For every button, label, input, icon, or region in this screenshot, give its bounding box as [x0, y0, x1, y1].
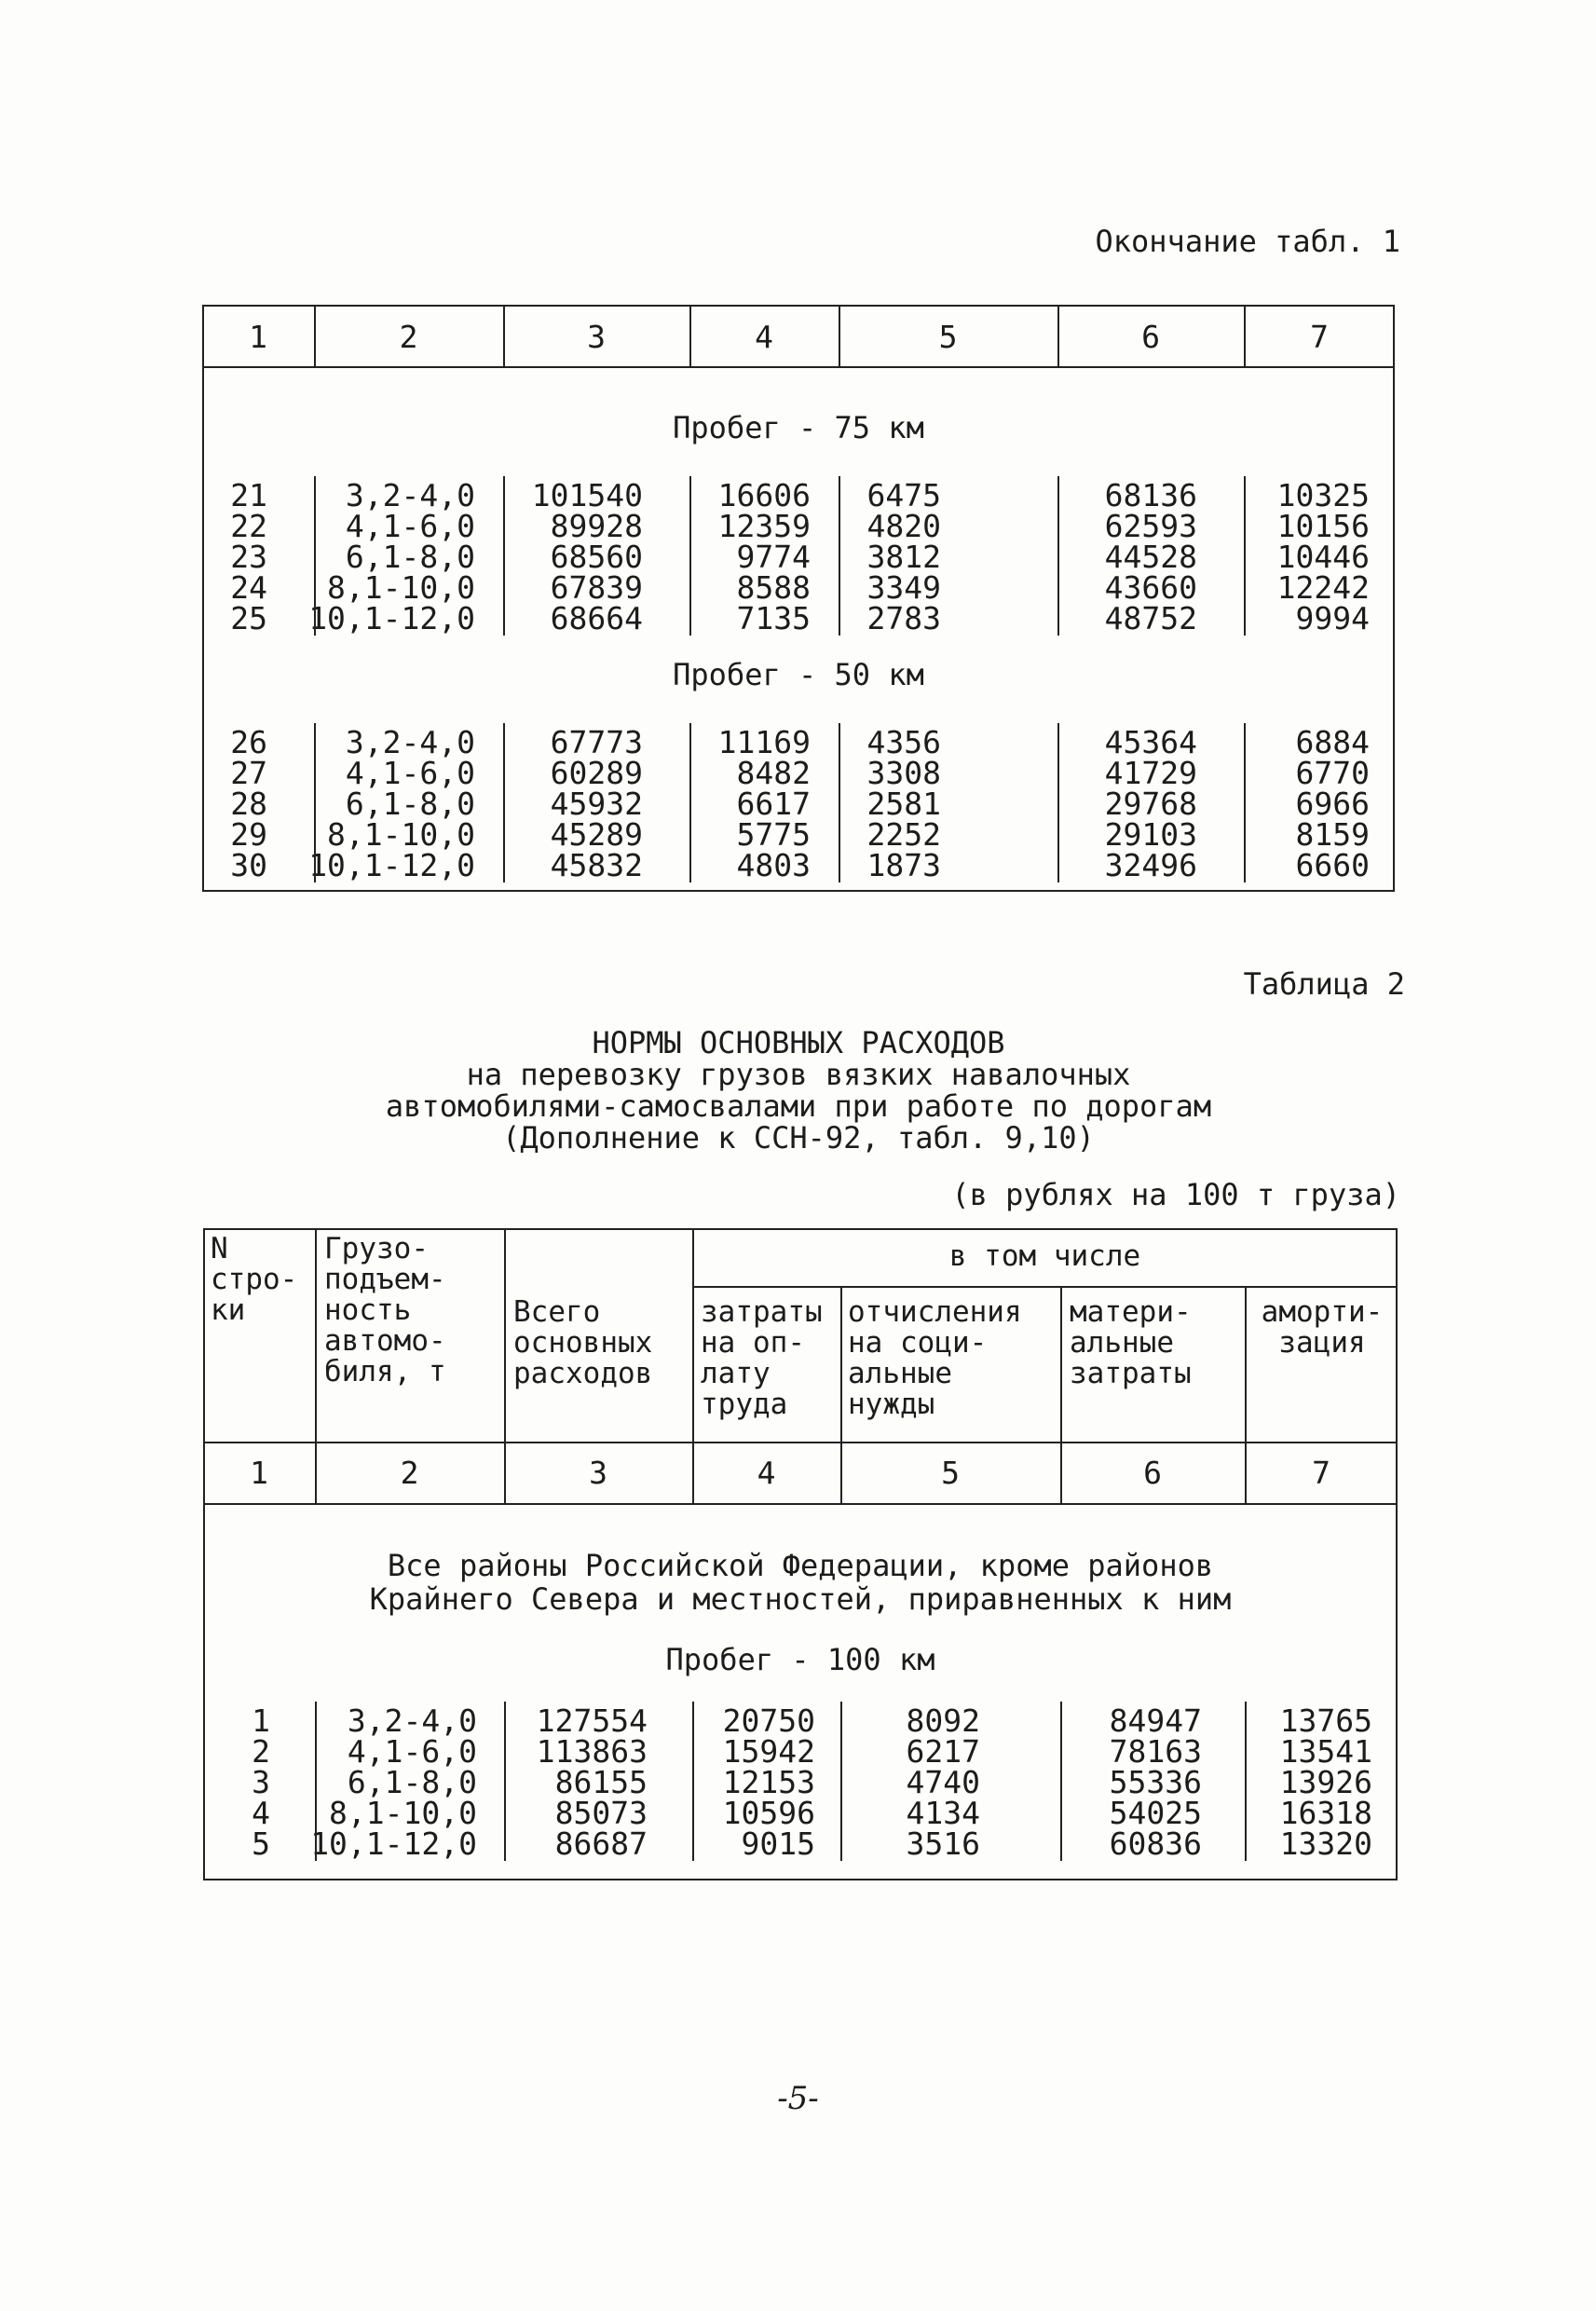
table-cell: 12242	[1276, 569, 1370, 606]
table-cell: 68136	[1104, 477, 1197, 513]
column-divider	[839, 476, 840, 636]
column-divider	[503, 723, 505, 882]
column-divider	[314, 723, 316, 882]
table-cell: 78163	[1109, 1733, 1202, 1770]
column-divider	[503, 476, 505, 636]
table-cell: 54025	[1109, 1795, 1202, 1831]
column-divider	[689, 723, 691, 882]
table-cell: 4740	[906, 1764, 980, 1800]
table-cell: 6,1-8,0	[347, 1764, 477, 1800]
column-number: 1	[250, 1455, 268, 1491]
table-cell: 85073	[554, 1795, 648, 1831]
table-cell: 16318	[1279, 1795, 1372, 1831]
table-cell: 113863	[536, 1733, 648, 1770]
table-cell: 10325	[1276, 477, 1370, 513]
table-cell: 4820	[866, 508, 941, 544]
table-cell: 6770	[1295, 755, 1370, 791]
table-cell: 12153	[722, 1764, 815, 1800]
table-cell: 86687	[554, 1826, 648, 1862]
t2-header-materials: матери- альные затраты	[1070, 1295, 1192, 1390]
table-cell: 32496	[1104, 847, 1197, 883]
t2-colnum-divider	[203, 1503, 1398, 1505]
column-number: 6	[1143, 1455, 1162, 1491]
page-number: -5-	[777, 2080, 819, 2117]
column-number: 7	[1312, 1455, 1330, 1491]
table-cell: 1	[252, 1702, 270, 1739]
table-cell: 4356	[866, 724, 941, 760]
table-cell: 10,1-12,0	[310, 1826, 477, 1862]
table-cell: 45364	[1104, 724, 1197, 760]
table-cell: 41729	[1104, 755, 1197, 791]
table-cell: 45832	[550, 847, 643, 883]
table-cell: 8,1-10,0	[327, 569, 475, 606]
table-cell: 15942	[722, 1733, 815, 1770]
column-number: 5	[938, 319, 958, 355]
table-cell: 5	[252, 1826, 270, 1862]
table-cell: 8588	[736, 569, 811, 606]
column-divider	[840, 1702, 842, 1861]
table-cell: 13541	[1279, 1733, 1372, 1770]
column-divider	[1244, 476, 1246, 636]
table-cell: 6475	[866, 477, 941, 513]
table-cell: 22	[230, 508, 267, 544]
table-cell: 4,1-6,0	[345, 508, 475, 544]
table-cell: 9994	[1295, 600, 1370, 636]
column-divider	[839, 723, 840, 882]
table-2-title-line-1: НОРМЫ ОСНОВНЫХ РАСХОДОВ	[592, 1025, 1005, 1060]
t2-header-social: отчисления на соци- альные нужды	[848, 1295, 1022, 1421]
table-cell: 62593	[1104, 508, 1197, 544]
table-cell: 3308	[866, 755, 941, 791]
t2-header-group: в том числе	[948, 1239, 1141, 1273]
column-number: 1	[249, 319, 267, 355]
table-cell: 6617	[736, 786, 811, 822]
table-cell: 5775	[736, 816, 811, 853]
table-cell: 45289	[550, 816, 643, 853]
table-cell: 3	[252, 1764, 270, 1800]
table-cell: 8159	[1295, 816, 1370, 853]
table-cell: 3,2-4,0	[345, 477, 475, 513]
table-cell: 6,1-8,0	[345, 539, 475, 575]
table-2-label: Таблица 2	[1243, 966, 1405, 1002]
table-cell: 8,1-10,0	[329, 1795, 477, 1831]
table-cell: 6217	[906, 1733, 980, 1770]
table-cell: 43660	[1104, 569, 1197, 606]
table-cell: 127554	[536, 1702, 648, 1739]
table-1-section-label-50: Пробег - 50 км	[673, 657, 924, 692]
column-divider	[315, 1702, 317, 1861]
table-cell: 27	[230, 755, 267, 791]
table-cell: 8092	[906, 1702, 980, 1739]
table-cell: 4,1-6,0	[345, 755, 475, 791]
column-divider	[1060, 1702, 1062, 1861]
table-cell: 67773	[550, 724, 643, 760]
t2-header-labor: затраты на оп- лату труда	[701, 1295, 823, 1421]
table-cell: 68560	[550, 539, 643, 575]
table-cell: 3812	[866, 539, 941, 575]
table-2-units: (в рублях на 100 т груза)	[951, 1177, 1400, 1212]
table-cell: 4	[252, 1795, 270, 1831]
table-cell: 48752	[1104, 600, 1197, 636]
table-cell: 12359	[717, 508, 811, 544]
table-cell: 6884	[1295, 724, 1370, 760]
table-cell: 86155	[554, 1764, 648, 1800]
table-cell: 44528	[1104, 539, 1197, 575]
column-number: 6	[1141, 319, 1160, 355]
table-1-header-divider	[202, 366, 1395, 368]
table-cell: 29103	[1104, 816, 1197, 853]
column-divider	[1057, 476, 1059, 636]
table-2-region-line-2: Крайнего Севера и местностей, приравненных к ним	[369, 1581, 1232, 1617]
column-divider	[314, 476, 316, 636]
table-cell: 3349	[866, 569, 941, 606]
table-cell: 29	[230, 816, 267, 853]
table-cell: 101540	[531, 477, 643, 513]
table-cell: 8482	[736, 755, 811, 791]
column-number: 4	[757, 1455, 776, 1491]
t2-header-depreciation: аморти- зация	[1261, 1295, 1384, 1360]
column-number: 7	[1310, 319, 1329, 355]
table-cell: 10446	[1276, 539, 1370, 575]
table-cell: 45932	[550, 786, 643, 822]
column-divider	[1245, 1702, 1247, 1861]
column-divider	[692, 1702, 694, 1861]
table-cell: 23	[230, 539, 267, 575]
t2-header-row-number: N стро- ки	[211, 1232, 298, 1327]
table-cell: 4134	[906, 1795, 980, 1831]
table-cell: 24	[230, 569, 267, 606]
column-divider	[504, 1702, 506, 1861]
column-divider	[1244, 723, 1246, 882]
table-cell: 60836	[1109, 1826, 1202, 1862]
table-cell: 3,2-4,0	[347, 1702, 477, 1739]
column-number: 3	[587, 319, 606, 355]
table-cell: 8,1-10,0	[327, 816, 475, 853]
column-number: 2	[400, 1455, 419, 1491]
table-cell: 7135	[736, 600, 811, 636]
table-cell: 68664	[550, 600, 643, 636]
table-cell: 26	[230, 724, 267, 760]
table-cell: 4,1-6,0	[347, 1733, 477, 1770]
table-cell: 10,1-12,0	[308, 600, 475, 636]
continuation-label: Окончание табл. 1	[1095, 224, 1400, 259]
table-cell: 89928	[550, 508, 643, 544]
table-cell: 10156	[1276, 508, 1370, 544]
table-cell: 10,1-12,0	[308, 847, 475, 883]
table-cell: 11169	[717, 724, 811, 760]
column-number: 4	[755, 319, 773, 355]
column-number: 5	[941, 1455, 960, 1491]
table-cell: 13926	[1279, 1764, 1372, 1800]
t2-header-divider	[203, 1442, 1398, 1443]
table-cell: 60289	[550, 755, 643, 791]
table-cell: 28	[230, 786, 267, 822]
table-cell: 2783	[866, 600, 941, 636]
table-cell: 20750	[722, 1702, 815, 1739]
table-cell: 30	[230, 847, 267, 883]
table-cell: 2	[252, 1733, 270, 1770]
table-cell: 67839	[550, 569, 643, 606]
t2-header-total: Всего основных расходов	[513, 1295, 653, 1390]
table-cell: 6966	[1295, 786, 1370, 822]
table-cell: 6660	[1295, 847, 1370, 883]
table-cell: 3,2-4,0	[345, 724, 475, 760]
table-cell: 2581	[866, 786, 941, 822]
table-cell: 2252	[866, 816, 941, 853]
table-cell: 21	[230, 477, 267, 513]
table-2-section-label: Пробег - 100 км	[665, 1642, 935, 1677]
column-number: 3	[589, 1455, 607, 1491]
table-1-section-label-75: Пробег - 75 км	[673, 410, 924, 445]
t2-header-capacity: Грузо- подъем- ность автомо- биля, т	[324, 1232, 446, 1388]
table-cell: 84947	[1109, 1702, 1202, 1739]
table-cell: 13765	[1279, 1702, 1372, 1739]
column-divider	[689, 476, 691, 636]
t2-group-divider	[692, 1286, 1398, 1288]
table-cell: 3516	[906, 1826, 980, 1862]
table-cell: 55336	[1109, 1764, 1202, 1800]
table-cell: 1873	[866, 847, 941, 883]
table-2-title-line-4: (Дополнение к ССН-92, табл. 9,10)	[502, 1120, 1095, 1156]
table-cell: 10596	[722, 1795, 815, 1831]
table-2-region-line-1: Все районы Российской Федерации, кроме районов	[387, 1548, 1214, 1583]
table-cell: 9774	[736, 539, 811, 575]
table-cell: 16606	[717, 477, 811, 513]
column-number: 2	[399, 319, 418, 355]
table-cell: 4803	[736, 847, 811, 883]
table-cell: 9015	[741, 1826, 815, 1862]
table-2-title-line-3: автомобилями-самосвалами при работе по дорогам	[385, 1088, 1212, 1124]
table-cell: 29768	[1104, 786, 1197, 822]
table-cell: 6,1-8,0	[345, 786, 475, 822]
table-cell: 25	[230, 600, 267, 636]
table-cell: 13320	[1279, 1826, 1372, 1862]
column-divider	[1057, 723, 1059, 882]
table-2-title-line-2: на перевозку грузов вязких навалочных	[466, 1057, 1131, 1092]
